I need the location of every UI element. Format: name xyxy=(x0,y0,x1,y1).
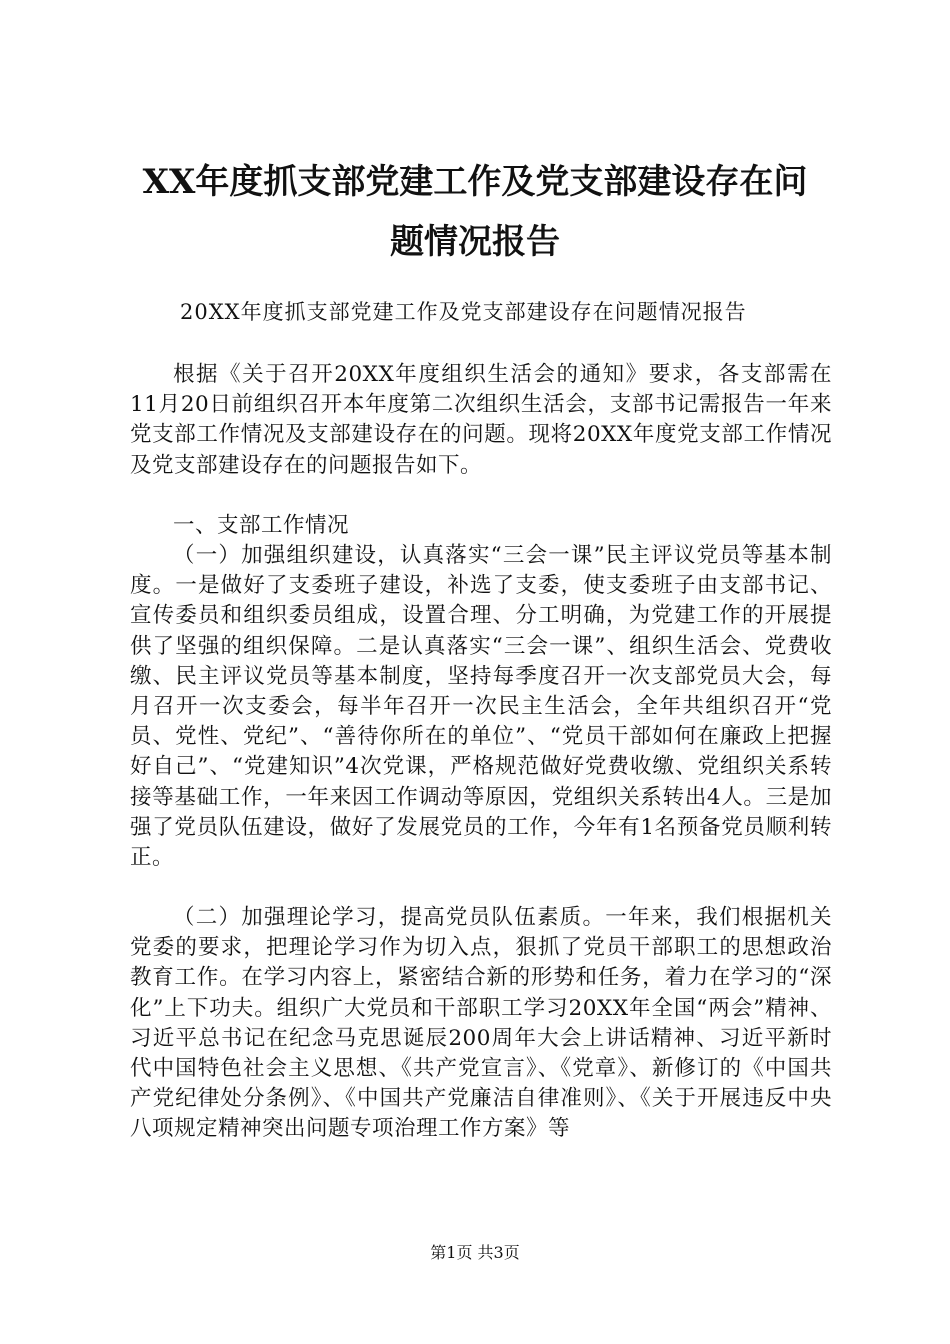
document-title-line-1: XX年度抓支部党建工作及党支部建设存在问 xyxy=(142,162,808,202)
page-footer: 第1页 共3页 xyxy=(430,1243,520,1262)
paragraph-organization: （一）加强组织建设，认真落实“三会一课”民主评议党员等基本制度。一是做好了支委班子建设，补选了支委，使支委班子由支部书记、宣传委员和组织委员组成，设置合理、分工明确，为党建工作的开展提供了坚强的组织保障。二是认真落实“三会一课”、组织生活会、党费收缴、民主评议党员等基本制度，坚持每季度召开一次支部党员大会，每月召开一次支委会，每半年召开一次民主生活会，全年共组织召开“党员、党性、党纪”、“善待你所在的单位”、“党员干部如何在廉政上把握好自己”、“党建知识”4次党课，严格规范做好党费收缴、党组织关系转接等基础工作，一年来因工作调动等原因，党组织关系转出4人。三是加强了党员队伍建设，做好了发展党员的工作，今年有1名预备党员顺利转正。 xyxy=(130,543,832,871)
document-subtitle: 20XX年度抓支部党建工作及党支部建设存在问题情况报告 xyxy=(180,300,747,324)
section-heading: 一、支部工作情况 xyxy=(173,513,350,538)
paragraph-theory-study: （二）加强理论学习，提高党员队伍素质。一年来，我们根据机关党委的要求，把理论学习作为切入点，狠抓了党员干部职工的思想政治教育工作。在学习内容上，紧密结合新的形势和任务，着力在学习的“深化”上下功夫。组织广大党员和干部职工学习20XX年全国“两会”精神、习近平总书记在纪念马克思诞辰200周年大会上讲话精神、习近平新时代中国特色社会主义思想、《共产党宣言》、《党章》、新修订的《中国共产党纪律处分条例》、《中国共产党廉洁自律准则》、《关于开展违反中央八项规定精神突出问题专项治理工作方案》等 xyxy=(130,905,832,1142)
document-title-line-2: 题情况报告 xyxy=(390,222,560,262)
paragraph-intro: 根据《关于召开20XX年度组织生活会的通知》要求，各支部需在11月20日前组织召开本年度第二次组织生活会，支部书记需报告一年来党支部工作情况及支部建设存在的问题。现将20XX年度党支部工作情况及党支部建设存在的问题报告如下。 xyxy=(130,362,832,478)
